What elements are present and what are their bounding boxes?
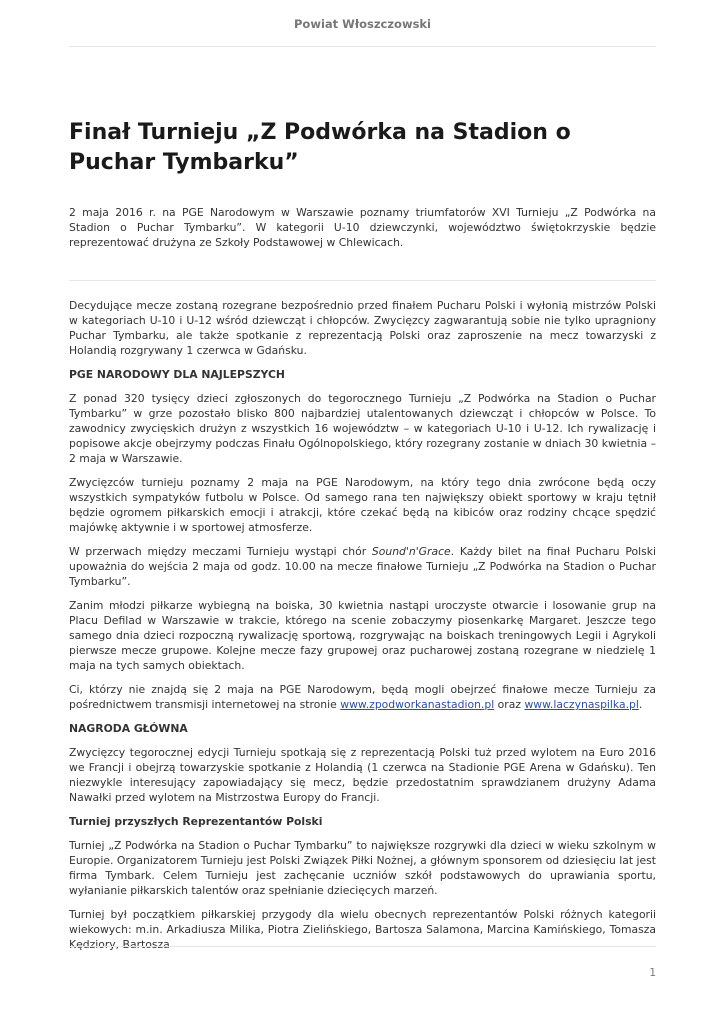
article-title: Finał Turnieju „Z Podwórka na Stadion o Puchar Tymbarku”: [69, 120, 571, 175]
choir-name: Sound'n'Grace: [371, 545, 451, 558]
lead-divider: [69, 280, 656, 281]
paragraph: Zanim młodzi piłkarze wybiegną na boiska, 30 kwietnia nastąpi uroczyste otwarcie i losowanie grup na Placu Defilad w Warszawie w trakcie, którego na scenie zobaczymy piosenkarkę Margaret. Jeszcze tego samego dnia dzieci rozpoczną rywalizację sportową, rozgrywając na boiskach treningowych Legii i Agrykoli pierwsze mecze grupowe. Kolejne mecze fazy grupowej oraz pucharowej zostaną rozegrane w niedzielę 1 maja na tych samych obiektach.: [69, 599, 656, 672]
article-lead: 2 maja 2016 r. na PGE Narodowym w Warszawie poznamy triumfatorów XVI Turnieju „Z Podwórka na Stadion o Puchar Tymbarku”. W kategorii U-10 dziewczynki, województwo świętokrzyskie będzie reprezentować drużyna ze Szkoły Podstawowej w Chlewicach.: [69, 206, 656, 249]
paragraph: [69, 682, 656, 712]
page-number: 1: [649, 967, 656, 979]
text-span: .: [638, 698, 643, 711]
laczynaspilka-link[interactable]: www.laczynaspilka.pl: [524, 698, 639, 711]
paragraph: Zwycięzcy tegorocznej edycji Turnieju spotkają się z reprezentacją Polski tuż przed wylotem na Euro 2016 we Francji i obejrzą towarzyskie spotkanie z Holandią (1 czerwca na Stadionie PGE Arena w Gdańsku). Ten niezwykle interesujący zapowiadający się mecz, będzie przedostatnim sprawdzianem drużyny Adama Nawałki przed wylotem na Mistrzostwa Europy do Francji.: [69, 746, 656, 804]
paragraph: Decydujące mecze zostaną rozegrane bezpośrednio przed finałem Pucharu Polski i wyłonią mistrzów Polski w kategoriach U-10 i U-12 wśród dziewcząt i chłopców. Zwycięzcy zagwarantują sobie nie tylko upragniony Puchar Tymbarku, ale także spotkanie z reprezentacją Polski oraz zaproszenie na mecz towarzyski z Holandią rozgrywany 1 czerwca w Gdańsku.: [69, 299, 656, 357]
site-header-title: Powiat Włoszczowski: [293, 17, 432, 31]
zpodworkanastadion-link[interactable]: www.zpodworkanastadion.pl: [340, 698, 495, 711]
paragraph: [69, 544, 656, 589]
header-divider: [69, 46, 656, 47]
paragraph: Turniej był początkiem piłkarskiej przygody dla wielu obecnych reprezentantów Polski różnych kategorii wiekowych: m.in. Arkadiusza Milika, Piotra Zielińskiego, Bartosza Salamona, Marcina Kamińskiego, Tomasza Kędziory, Bartosza: [69, 908, 656, 951]
paragraph: Zwycięzców turnieju poznamy 2 maja na PGE Narodowym, na który tego dnia zwrócone będą oczy wszystkich sympatyków futbolu w Polsce. Od samego rana ten największy obiekt sportowy w kraju tętnił będzie ogromem piłkarskich emocji i atrakcji, które czekać będą na kibiców oraz rodziny chcące spędzić majówkę aktywnie i w sportowej atmosferze.: [69, 476, 656, 534]
text-span: . Każdy bilet na finał Pucharu Polski upoważnia do wejścia 2 maja od godz. 10.00 na mecze finałowe Turnieju „Z Podwórka na Stadion o Puchar Tymbarku”.: [69, 545, 656, 588]
section-heading: PGE NARODOWY DLA NAJLEPSZYCH: [69, 368, 285, 381]
paragraph: Z ponad 320 tysięcy dzieci zgłoszonych do tegorocznego Turnieju „Z Podwórka na Stadion o Puchar Tymbarku” w grze pozostało blisko 800 najbardziej utalentowanych dziewcząt i chłopców w Polsce. To zawodnicy zwycięskich drużyn z wszystkich 16 województw – w kategoriach U-10 i U-12. Ich rywalizację i popisowe akcje obejrzymy podczas Finału Ogólnopolskiego, który rozegrany zostanie w dniach 30 kwietnia – 2 maja w Warszawie.: [69, 392, 656, 465]
section-heading: NAGRODA GŁÓWNA: [69, 722, 188, 735]
text-span: oraz: [494, 698, 525, 711]
paragraph: Turniej „Z Podwórka na Stadion o Puchar Tymbarku” to największe rozgrywki dla dzieci w wieku szkolnym w Europie. Organizatorem Turnieju jest Polski Związek Piłki Nożnej, a głównym sponsorem od dziesięciu lat jest firma Tymbark. Celem Turnieju jest zachęcanie uczniów szkół podstawowych do uprawiania sportu, wyłanianie piłkarskich talentów oraz spełnianie dziecięcych marzeń.: [69, 839, 657, 897]
footer-divider: [69, 946, 656, 947]
text-span: W przerwach między meczami Turnieju wystąpi chór: [69, 545, 372, 558]
text-span: Ci, którzy nie znajdą się 2 maja na PGE Narodowym, będą mogli obejrzeć finałowe mecze Turnieju za pośrednictwem transmisji internetowej na stronie: [69, 683, 656, 711]
article-body: [69, 298, 656, 961]
section-heading: Turniej przyszłych Reprezentantów Polski: [69, 815, 323, 828]
